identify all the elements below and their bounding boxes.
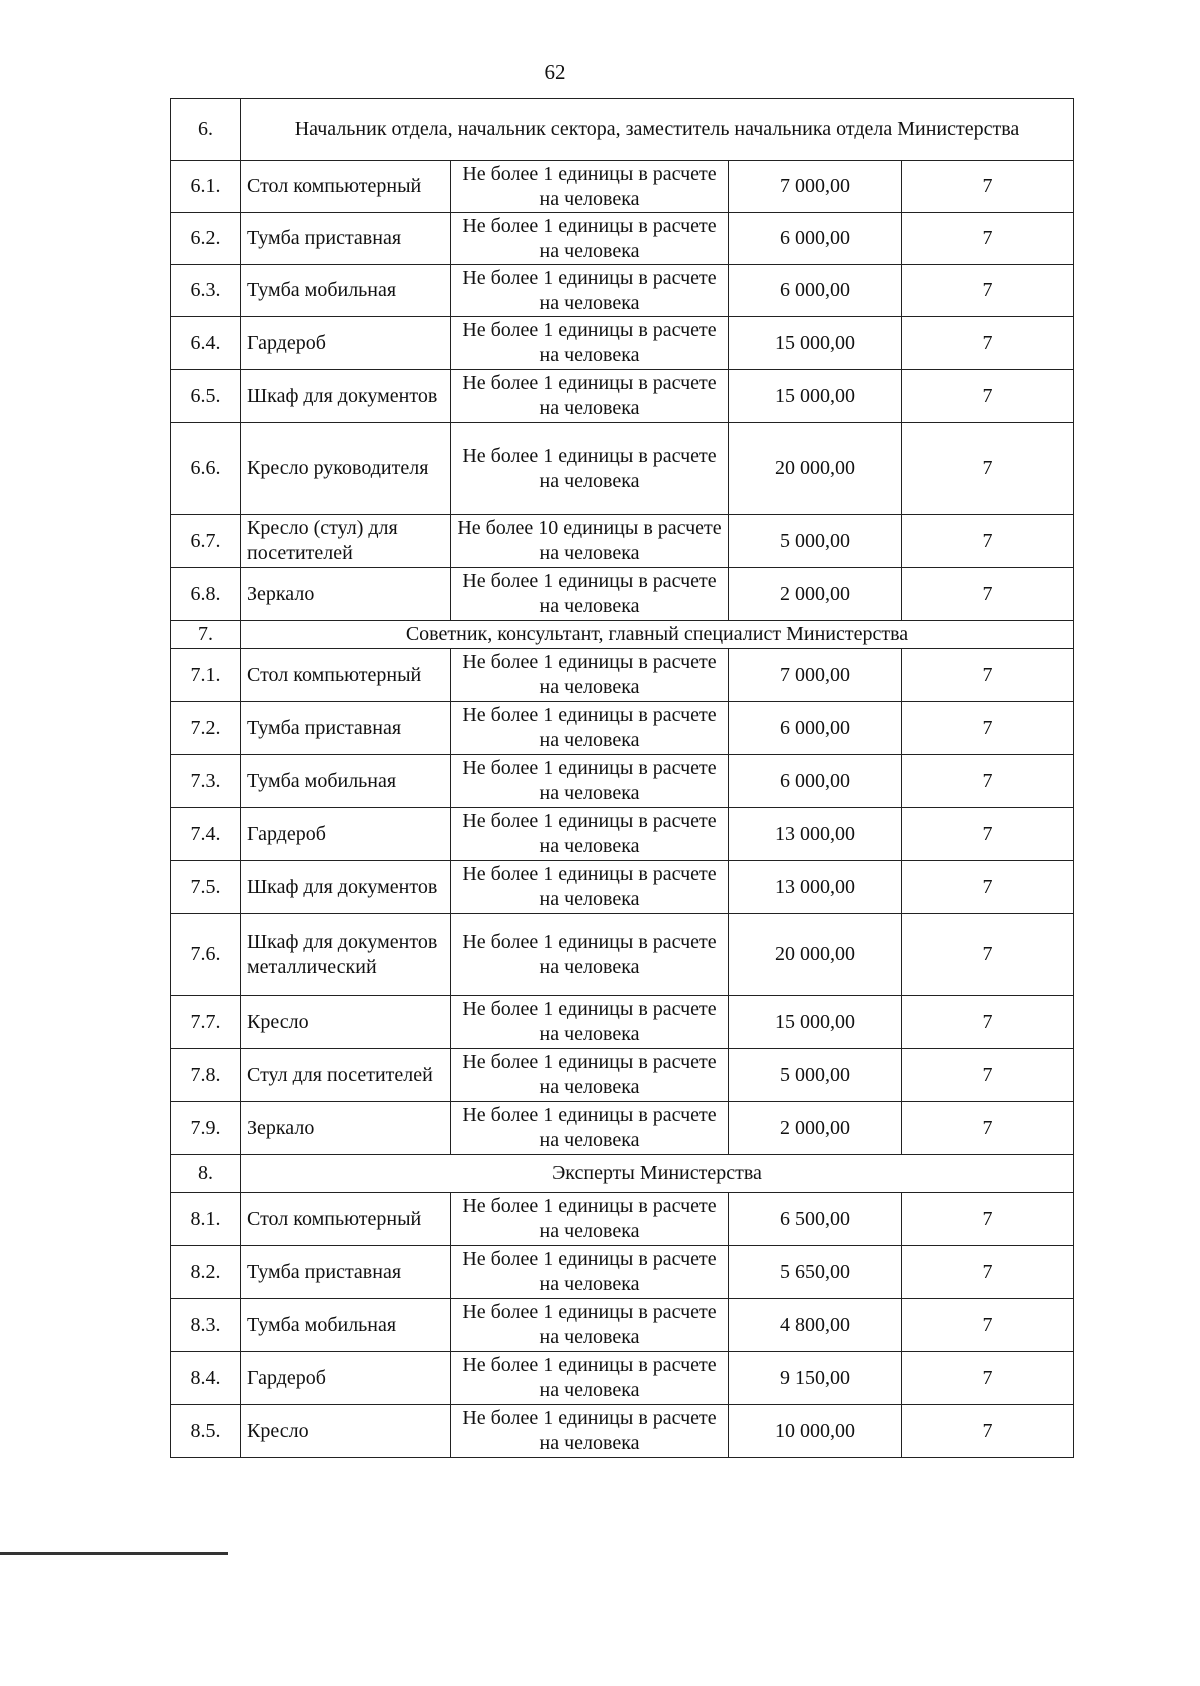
item-term: 7	[902, 808, 1074, 861]
item-norm: Не более 1 единицы в расчете на человека	[451, 996, 729, 1049]
table-row	[171, 996, 1074, 1049]
row-number: 8.4.	[171, 1352, 241, 1405]
table-row	[171, 265, 1074, 317]
item-name: Тумба мобильная	[241, 265, 451, 317]
item-price: 5 000,00	[729, 515, 902, 568]
item-name: Тумба приставная	[241, 1246, 451, 1299]
item-name: Стол компьютерный	[241, 161, 451, 213]
item-price: 6 000,00	[729, 755, 902, 808]
row-number: 7.2.	[171, 702, 241, 755]
table-row	[171, 515, 1074, 568]
item-norm: Не более 1 единицы в расчете на человека	[451, 1405, 729, 1458]
row-number: 8.2.	[171, 1246, 241, 1299]
table-row	[171, 213, 1074, 265]
row-number: 7.6.	[171, 914, 241, 996]
row-number: 6.3.	[171, 265, 241, 317]
item-price: 20 000,00	[729, 914, 902, 996]
item-price: 7 000,00	[729, 649, 902, 702]
item-name: Кресло (стул) для посетителей	[241, 515, 451, 568]
item-norm: Не более 1 единицы в расчете на человека	[451, 649, 729, 702]
item-term: 7	[902, 1405, 1074, 1458]
item-norm: Не более 1 единицы в расчете на человека	[451, 213, 729, 265]
item-norm: Не более 1 единицы в расчете на человека	[451, 914, 729, 996]
item-term: 7	[902, 996, 1074, 1049]
table-row	[171, 370, 1074, 423]
section-header-row	[171, 621, 1074, 649]
item-price: 2 000,00	[729, 568, 902, 621]
section-number: 6.	[171, 99, 241, 161]
section-header-row	[171, 99, 1074, 161]
item-name: Тумба приставная	[241, 213, 451, 265]
item-norm: Не более 1 единицы в расчете на человека	[451, 861, 729, 914]
item-name: Стул для посетителей	[241, 1049, 451, 1102]
norms-table	[170, 98, 1074, 1458]
item-term: 7	[902, 1246, 1074, 1299]
table-row	[171, 914, 1074, 996]
item-name: Стол компьютерный	[241, 1193, 451, 1246]
section-title: Начальник отдела, начальник сектора, заместитель начальника отдела Министерства	[241, 99, 1074, 161]
row-number: 7.1.	[171, 649, 241, 702]
table-row	[171, 1352, 1074, 1405]
item-name: Кресло руководителя	[241, 423, 451, 515]
item-term: 7	[902, 649, 1074, 702]
item-norm: Не более 1 единицы в расчете на человека	[451, 1299, 729, 1352]
item-name: Зеркало	[241, 1102, 451, 1155]
section-number: 8.	[171, 1155, 241, 1193]
item-name: Гардероб	[241, 317, 451, 370]
item-norm: Не более 1 единицы в расчете на человека	[451, 1246, 729, 1299]
item-name: Шкаф для документов	[241, 370, 451, 423]
section-title: Эксперты Министерства	[241, 1155, 1074, 1193]
item-price: 6 000,00	[729, 213, 902, 265]
table-row	[171, 568, 1074, 621]
item-term: 7	[902, 702, 1074, 755]
item-price: 2 000,00	[729, 1102, 902, 1155]
row-number: 7.8.	[171, 1049, 241, 1102]
table-body	[171, 99, 1074, 1458]
row-number: 7.4.	[171, 808, 241, 861]
item-name: Кресло	[241, 1405, 451, 1458]
item-price: 7 000,00	[729, 161, 902, 213]
item-term: 7	[902, 1193, 1074, 1246]
item-term: 7	[902, 317, 1074, 370]
item-name: Тумба мобильная	[241, 755, 451, 808]
item-term: 7	[902, 568, 1074, 621]
item-norm: Не более 1 единицы в расчете на человека	[451, 568, 729, 621]
item-term: 7	[902, 1352, 1074, 1405]
item-term: 7	[902, 861, 1074, 914]
item-price: 5 000,00	[729, 1049, 902, 1102]
item-term: 7	[902, 265, 1074, 317]
section-header-row	[171, 1155, 1074, 1193]
row-number: 7.3.	[171, 755, 241, 808]
item-name: Тумба мобильная	[241, 1299, 451, 1352]
table-row	[171, 755, 1074, 808]
item-price: 20 000,00	[729, 423, 902, 515]
page-number: 62	[544, 60, 566, 84]
table-row	[171, 1299, 1074, 1352]
item-norm: Не более 1 единицы в расчете на человека	[451, 1102, 729, 1155]
item-name: Тумба приставная	[241, 702, 451, 755]
row-number: 6.4.	[171, 317, 241, 370]
item-norm: Не более 1 единицы в расчете на человека	[451, 808, 729, 861]
item-norm: Не более 1 единицы в расчете на человека	[451, 1352, 729, 1405]
item-name: Зеркало	[241, 568, 451, 621]
item-term: 7	[902, 1102, 1074, 1155]
item-norm: Не более 1 единицы в расчете на человека	[451, 1049, 729, 1102]
item-norm: Не более 1 единицы в расчете на человека	[451, 370, 729, 423]
item-price: 15 000,00	[729, 317, 902, 370]
row-number: 6.8.	[171, 568, 241, 621]
row-number: 8.5.	[171, 1405, 241, 1458]
scan-edge-mark	[0, 1552, 228, 1555]
section-title: Советник, консультант, главный специалист Министерства	[241, 621, 1074, 649]
item-norm: Не более 1 единицы в расчете на человека	[451, 702, 729, 755]
table-row	[171, 1193, 1074, 1246]
table-row	[171, 649, 1074, 702]
item-term: 7	[902, 1299, 1074, 1352]
item-term: 7	[902, 914, 1074, 996]
table-row	[171, 702, 1074, 755]
table-row	[171, 1049, 1074, 1102]
item-norm: Не более 1 единицы в расчете на человека	[451, 317, 729, 370]
item-price: 4 800,00	[729, 1299, 902, 1352]
item-price: 15 000,00	[729, 996, 902, 1049]
item-term: 7	[902, 161, 1074, 213]
item-name: Шкаф для документов металлический	[241, 914, 451, 996]
row-number: 7.9.	[171, 1102, 241, 1155]
item-term: 7	[902, 423, 1074, 515]
item-name: Шкаф для документов	[241, 861, 451, 914]
item-name: Гардероб	[241, 808, 451, 861]
item-term: 7	[902, 1049, 1074, 1102]
table-row	[171, 317, 1074, 370]
item-norm: Не более 1 единицы в расчете на человека	[451, 755, 729, 808]
table-row	[171, 1246, 1074, 1299]
item-term: 7	[902, 515, 1074, 568]
item-norm: Не более 1 единицы в расчете на человека	[451, 161, 729, 213]
item-term: 7	[902, 755, 1074, 808]
row-number: 6.2.	[171, 213, 241, 265]
table-row	[171, 1102, 1074, 1155]
row-number: 6.1.	[171, 161, 241, 213]
item-price: 9 150,00	[729, 1352, 902, 1405]
item-norm: Не более 1 единицы в расчете на человека	[451, 265, 729, 317]
item-price: 5 650,00	[729, 1246, 902, 1299]
item-name: Кресло	[241, 996, 451, 1049]
row-number: 8.1.	[171, 1193, 241, 1246]
row-number: 6.6.	[171, 423, 241, 515]
item-term: 7	[902, 213, 1074, 265]
item-term: 7	[902, 370, 1074, 423]
item-norm: Не более 10 единицы в расчете на человека	[451, 515, 729, 568]
row-number: 6.5.	[171, 370, 241, 423]
item-price: 15 000,00	[729, 370, 902, 423]
item-price: 6 000,00	[729, 702, 902, 755]
section-number: 7.	[171, 621, 241, 649]
item-price: 6 000,00	[729, 265, 902, 317]
row-number: 7.5.	[171, 861, 241, 914]
table-row	[171, 1405, 1074, 1458]
item-price: 13 000,00	[729, 808, 902, 861]
item-norm: Не более 1 единицы в расчете на человека	[451, 423, 729, 515]
table-row	[171, 423, 1074, 515]
item-price: 13 000,00	[729, 861, 902, 914]
item-price: 10 000,00	[729, 1405, 902, 1458]
item-price: 6 500,00	[729, 1193, 902, 1246]
item-name: Гардероб	[241, 1352, 451, 1405]
item-name: Стол компьютерный	[241, 649, 451, 702]
row-number: 6.7.	[171, 515, 241, 568]
item-norm: Не более 1 единицы в расчете на человека	[451, 1193, 729, 1246]
row-number: 8.3.	[171, 1299, 241, 1352]
table-row	[171, 161, 1074, 213]
table-row	[171, 808, 1074, 861]
row-number: 7.7.	[171, 996, 241, 1049]
table-row	[171, 861, 1074, 914]
